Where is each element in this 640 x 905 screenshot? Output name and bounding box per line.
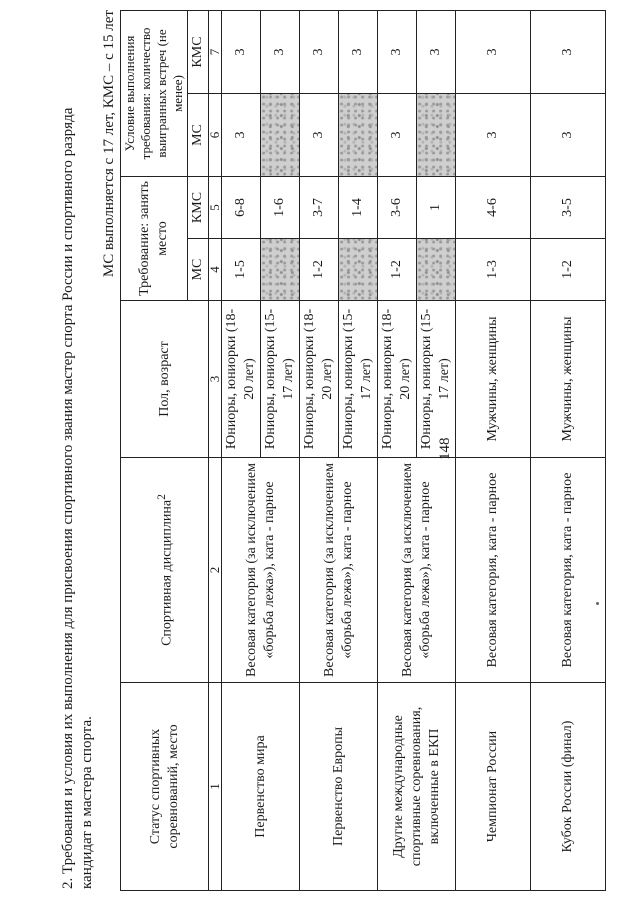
header-discipline bbox=[121, 458, 209, 683]
ms-place-cell: 1-2 bbox=[378, 239, 417, 301]
kms-place-cell: 6-8 bbox=[222, 177, 261, 239]
status-cell: Чемпионат России bbox=[456, 683, 531, 891]
col-number: 5 bbox=[209, 177, 222, 239]
requirements-table bbox=[120, 10, 606, 891]
sex-age-cell: Юниоры, юниорки (18-20 лет) bbox=[222, 301, 261, 458]
footnote-marker: 2 bbox=[154, 494, 168, 500]
ms-wins-cell bbox=[261, 94, 300, 177]
ms-wins-cell bbox=[339, 94, 378, 177]
heading-line-1: 2. Требования и условия их выполнения для присвоения спортивного звания мастер спорта России и спортивного разряда bbox=[60, 107, 76, 889]
header-row bbox=[121, 11, 188, 891]
table-row bbox=[300, 11, 339, 891]
sex-age-cell: Мужчины, женщины bbox=[456, 301, 531, 458]
ms-wins-cell: 3 bbox=[300, 94, 339, 177]
header-sex-age: Пол, возраст bbox=[121, 301, 209, 458]
discipline-cell: Весовая категория (за исключением «борьба лежа»), ката - парное bbox=[300, 458, 378, 683]
header-place-requirement: Требование: занять место bbox=[121, 177, 188, 301]
status-cell: Кубок России (финал) bbox=[531, 683, 606, 891]
ms-wins-cell: 3 bbox=[531, 94, 606, 177]
kms-wins-cell: 3 bbox=[531, 11, 606, 94]
col-number: 4 bbox=[209, 239, 222, 301]
kms-wins-cell: 3 bbox=[222, 11, 261, 94]
ms-place-cell: 1-2 bbox=[300, 239, 339, 301]
ms-wins-cell: 3 bbox=[378, 94, 417, 177]
kms-wins-cell: 3 bbox=[417, 11, 456, 94]
discipline-cell: Весовая категория, ката - парное bbox=[531, 458, 606, 683]
discipline-cell: Весовая категория (за исключением «борьба лежа»), ката - парное bbox=[378, 458, 456, 683]
kms-place-cell: 1 bbox=[417, 177, 456, 239]
sex-age-cell: Юниоры, юниорки (15-17 лет) bbox=[417, 301, 456, 458]
kms-place-cell: 4-6 bbox=[456, 177, 531, 239]
heading-line-2: кандидат в мастера спорта. bbox=[79, 716, 95, 889]
table-row bbox=[222, 11, 261, 891]
kms-wins-cell: 3 bbox=[300, 11, 339, 94]
table-row bbox=[531, 11, 606, 891]
ms-place-cell bbox=[261, 239, 300, 301]
ms-place-cell bbox=[417, 239, 456, 301]
col-number: 1 bbox=[209, 683, 222, 891]
header-kms-place: КМС bbox=[188, 177, 209, 239]
ms-place-cell: 1-5 bbox=[222, 239, 261, 301]
table-row bbox=[378, 11, 417, 891]
ms-wins-cell: 3 bbox=[456, 94, 531, 177]
col-number: 3 bbox=[209, 301, 222, 458]
kms-wins-cell: 3 bbox=[261, 11, 300, 94]
kms-wins-cell: 3 bbox=[456, 11, 531, 94]
ms-place-cell: 1-3 bbox=[456, 239, 531, 301]
column-number-row bbox=[209, 11, 222, 891]
discipline-cell: Весовая категория (за исключением «борьба лежа»), ката - парное bbox=[222, 458, 300, 683]
kms-place-cell: 1-6 bbox=[261, 177, 300, 239]
header-ms-place: МС bbox=[188, 239, 209, 301]
scan-speck bbox=[596, 602, 599, 605]
discipline-cell: Весовая категория, ката - парное bbox=[456, 458, 531, 683]
kms-place-cell: 3-6 bbox=[378, 177, 417, 239]
header-discipline-text: Спортивная дисциплина bbox=[159, 499, 175, 646]
page-number: 148 bbox=[437, 437, 453, 460]
kms-place-cell: 3-7 bbox=[300, 177, 339, 239]
col-number: 7 bbox=[209, 11, 222, 94]
header-status: Статус спортивных соревнований, место bbox=[121, 683, 209, 891]
header-ms-wins: МС bbox=[188, 94, 209, 177]
sex-age-cell: Юниоры, юниорки (15-17 лет) bbox=[261, 301, 300, 458]
header-kms-wins: КМС bbox=[188, 11, 209, 94]
ms-wins-cell bbox=[417, 94, 456, 177]
col-number: 2 bbox=[209, 458, 222, 683]
sex-age-cell: Юниоры, юниорки (18-20 лет) bbox=[300, 301, 339, 458]
kms-wins-cell: 3 bbox=[378, 11, 417, 94]
ms-place-cell: 1-2 bbox=[531, 239, 606, 301]
sex-age-cell: Мужчины, женщины bbox=[531, 301, 606, 458]
age-note: МС выполняется с 17 лет, КМС – с 15 лет bbox=[101, 10, 117, 278]
col-number: 6 bbox=[209, 94, 222, 177]
header-wins-requirement: Условие выполнения требования: количество выигранных встреч (не менее) bbox=[121, 11, 188, 177]
kms-place-cell: 3-5 bbox=[531, 177, 606, 239]
ms-place-cell bbox=[339, 239, 378, 301]
table-row bbox=[456, 11, 531, 891]
sex-age-cell: Юниоры, юниорки (15-17 лет) bbox=[339, 301, 378, 458]
sex-age-cell: Юниоры, юниорки (18-20 лет) bbox=[378, 301, 417, 458]
ms-wins-cell: 3 bbox=[222, 94, 261, 177]
status-cell: Первенство Европы bbox=[300, 683, 378, 891]
kms-place-cell: 1-4 bbox=[339, 177, 378, 239]
kms-wins-cell: 3 bbox=[339, 11, 378, 94]
status-cell: Первенство мира bbox=[222, 683, 300, 891]
status-cell: Другие международные спортивные соревнования, включенные в ЕКП bbox=[378, 683, 456, 891]
